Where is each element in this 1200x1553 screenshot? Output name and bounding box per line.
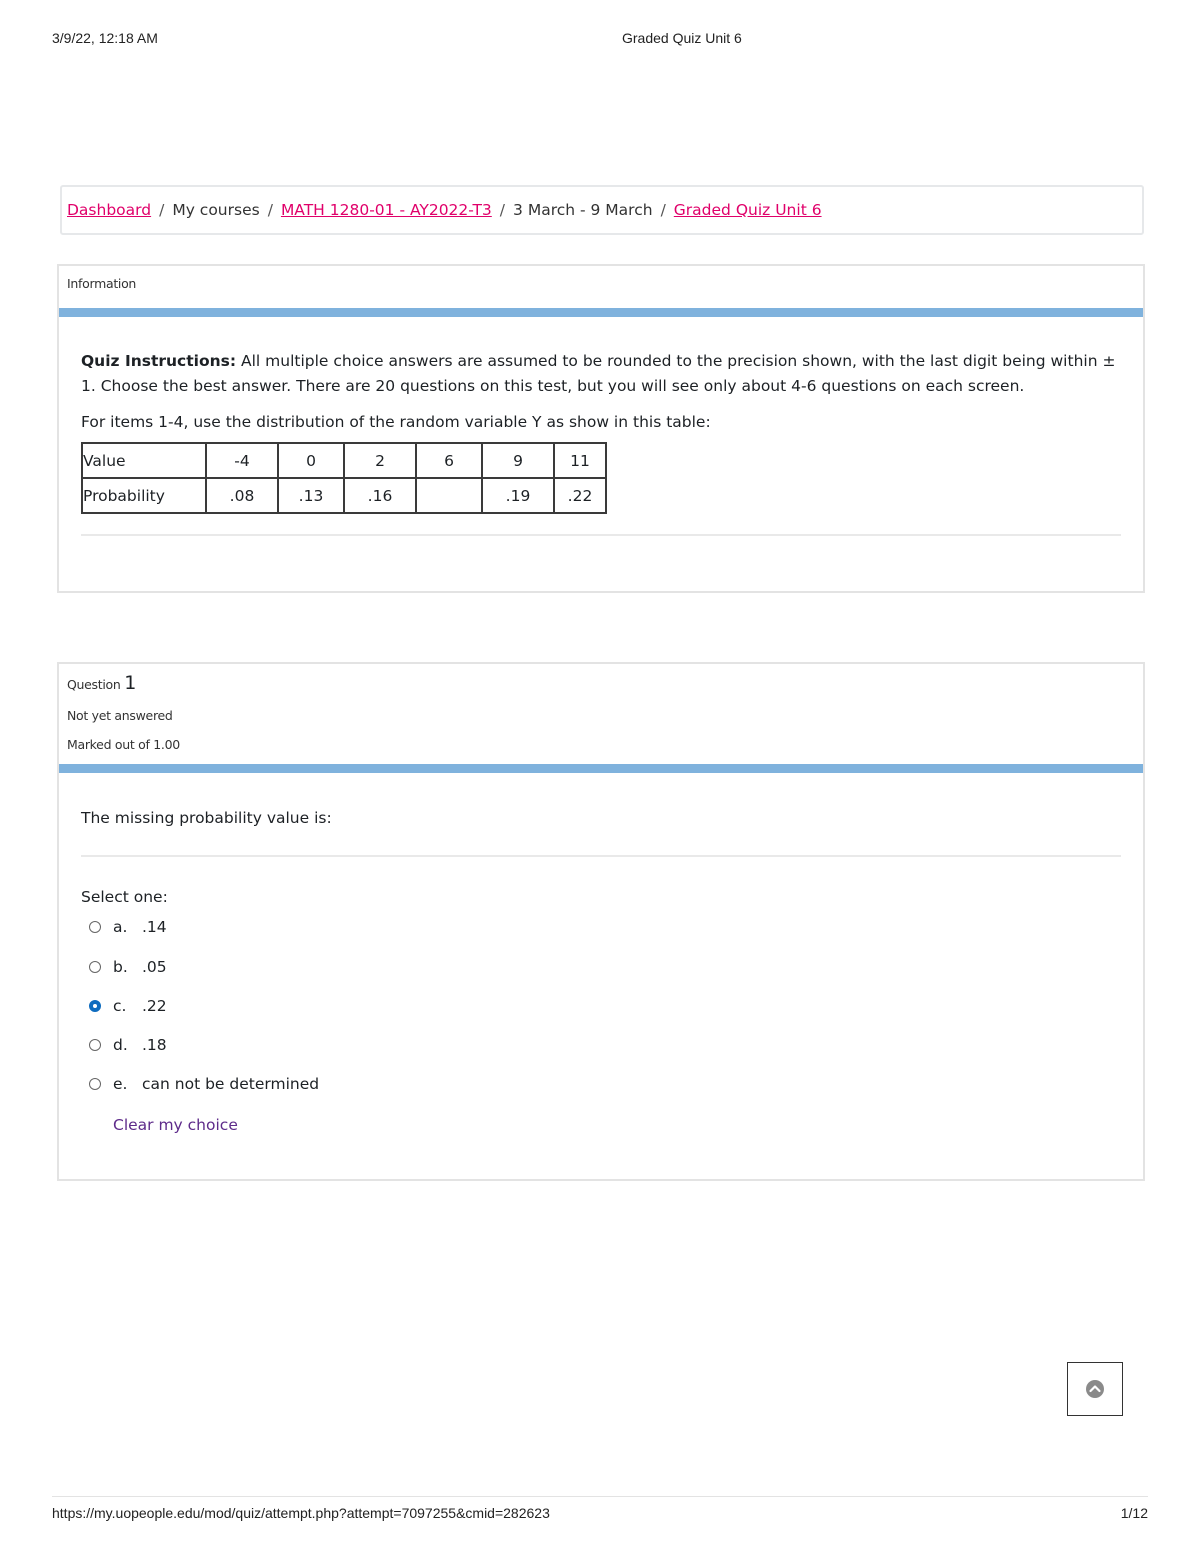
table-cell: .19	[482, 478, 554, 513]
footer-divider	[52, 1496, 1148, 1497]
radio-button[interactable]	[89, 1039, 101, 1051]
scroll-to-top-button[interactable]	[1067, 1362, 1123, 1416]
table-cell: .16	[344, 478, 416, 513]
answer-option-c[interactable]	[89, 993, 167, 1019]
option-letter: c.	[113, 997, 127, 1015]
question-number-line	[67, 672, 136, 694]
question-marks: Marked out of 1.00	[67, 737, 180, 752]
breadcrumb-separator: /	[660, 201, 666, 219]
table-cell: 0	[278, 443, 344, 478]
breadcrumb-course-link[interactable]: MATH 1280-01 - AY2022-T3	[280, 201, 492, 219]
question-number: 1	[124, 672, 136, 694]
table-cell: -4	[206, 443, 278, 478]
option-text: .14	[142, 918, 167, 936]
radio-button[interactable]	[89, 921, 101, 933]
question-label: Question	[67, 677, 121, 692]
divider	[81, 855, 1121, 857]
answer-option-a[interactable]	[89, 914, 167, 940]
print-footer	[52, 1505, 1148, 1525]
option-letter: a.	[113, 918, 128, 936]
information-accent-bar	[59, 308, 1143, 317]
chevron-up-circle-icon	[1085, 1379, 1105, 1399]
option-text: .05	[142, 958, 167, 976]
table-cell: 11	[554, 443, 606, 478]
answer-option-b[interactable]	[89, 954, 167, 980]
radio-button-selected[interactable]	[89, 1000, 101, 1012]
breadcrumb-week: 3 March - 9 March	[513, 201, 653, 219]
question-accent-bar	[59, 764, 1143, 773]
option-text: .18	[142, 1036, 167, 1054]
breadcrumb-dashboard-link[interactable]: Dashboard	[67, 201, 152, 219]
table-cell-missing	[416, 478, 482, 513]
quiz-instructions	[81, 349, 1123, 399]
clear-choice-link[interactable]: Clear my choice	[113, 1116, 238, 1134]
option-letter: e.	[113, 1075, 128, 1093]
option-letter: d.	[113, 1036, 128, 1054]
breadcrumb-separator: /	[267, 201, 273, 219]
print-header	[52, 30, 1148, 50]
breadcrumb-my-courses: My courses	[172, 201, 260, 219]
print-doc-title: Graded Quiz Unit 6	[622, 30, 742, 46]
table-row	[82, 443, 606, 478]
question-prompt: The missing probability value is:	[81, 809, 332, 827]
answer-option-e[interactable]	[89, 1071, 319, 1097]
radio-button[interactable]	[89, 961, 101, 973]
breadcrumb-separator: /	[159, 201, 165, 219]
table-cell: 9	[482, 443, 554, 478]
option-letter: b.	[113, 958, 128, 976]
table-cell: .13	[278, 478, 344, 513]
question-status: Not yet answered	[67, 708, 173, 723]
table-cell: 6	[416, 443, 482, 478]
information-card	[57, 264, 1145, 593]
print-datetime: 3/9/22, 12:18 AM	[52, 30, 158, 46]
table-cell: Probability	[82, 478, 206, 513]
question-card	[57, 662, 1145, 1181]
breadcrumb	[60, 185, 1144, 235]
option-text: .22	[142, 997, 167, 1015]
distribution-table	[81, 442, 607, 514]
option-text: can not be determined	[142, 1075, 320, 1093]
quiz-instructions-text: All multiple choice answers are assumed to be rounded to the precision shown, with the last digit being within ± 1. Choose the best answer. There are 20 questions on this test, but you will see only about 4-6 questions on each screen.	[81, 352, 1116, 395]
quiz-instructions-label: Quiz Instructions:	[81, 352, 237, 370]
print-page-number: 1/12	[1120, 1505, 1148, 1521]
breadcrumb-separator: /	[499, 201, 506, 219]
print-url: https://my.uopeople.edu/mod/quiz/attempt.php?attempt=7097255&cmid=282623	[52, 1505, 550, 1521]
answer-option-d[interactable]	[89, 1032, 167, 1058]
select-one-label: Select one:	[81, 888, 168, 906]
table-cell: .08	[206, 478, 278, 513]
table-cell: Value	[82, 443, 206, 478]
breadcrumb-quiz-link[interactable]: Graded Quiz Unit 6	[673, 201, 822, 219]
table-cell: 2	[344, 443, 416, 478]
divider	[81, 534, 1121, 536]
radio-button[interactable]	[89, 1078, 101, 1090]
information-header: Information	[67, 276, 137, 291]
table-cell: .22	[554, 478, 606, 513]
table-row	[82, 478, 606, 513]
items-intro: For items 1-4, use the distribution of the random variable Y as show in this table:	[81, 413, 711, 431]
